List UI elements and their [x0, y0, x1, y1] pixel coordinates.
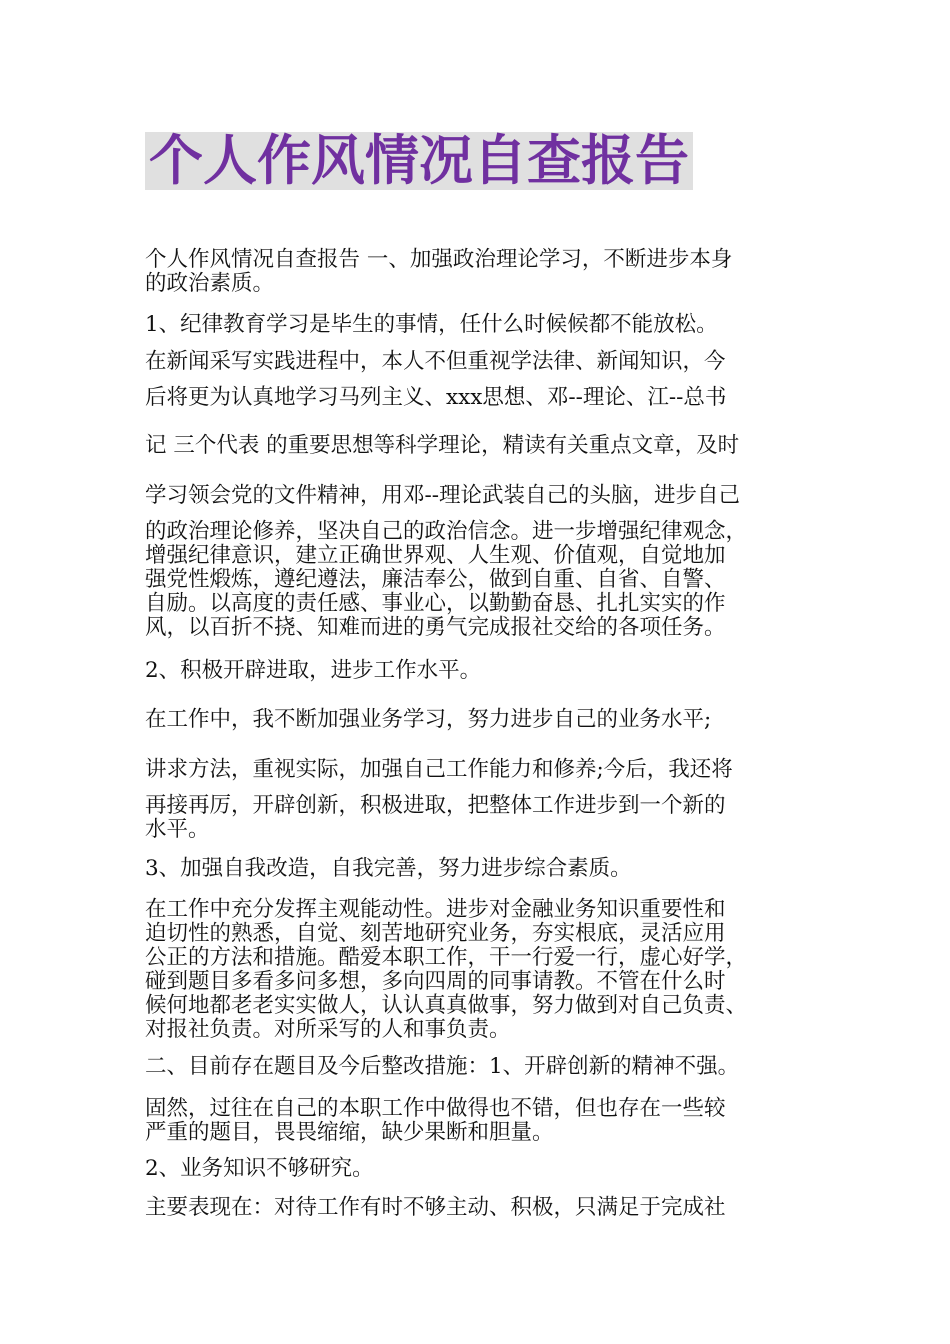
text-line: 严重的题目，畏畏缩缩，缺少果断和胆量。 [145, 1120, 554, 1145]
text-line: 增强纪律意识，建立正确世界观、人生观、价值观，自觉地加 [145, 543, 726, 568]
text-line: 主要表现在：对待工作有时不够主动、积极，只满足于完成社 [145, 1195, 726, 1220]
text-line: 个人作风情况自查报告 一、加强政治理论学习，不断进步本身 [145, 247, 733, 272]
text-line: 公正的方法和措施。酷爱本职工作，干一行爱一行，虚心好学， [145, 945, 748, 970]
paragraph-study [145, 350, 825, 410]
paragraph-discipline [145, 484, 825, 640]
text-line: 2、业务知识不够研究。 [145, 1156, 374, 1181]
text-line: 记 三个代表 的重要思想等科学理论，精读有关重点文章，及时 [145, 433, 740, 458]
paragraph-item-3-heading [145, 857, 825, 881]
text-line: 学习领会党的文件精神，用邓--理论武装自己的头脑，进步自己 [145, 483, 741, 508]
text-line: 水平。 [145, 817, 210, 842]
text-line: 的政治素质。 [145, 271, 275, 296]
paragraph-problem-1 [145, 1097, 825, 1145]
paragraph-method [145, 758, 825, 842]
paragraph-item-2-heading [145, 659, 825, 683]
paragraph-work [145, 708, 825, 732]
text-line: 在工作中，我不断加强业务学习，努力进步自己的业务水平; [145, 707, 712, 732]
text-line: 讲求方法，重视实际，加强自己工作能力和修养;今后，我还将 [145, 757, 733, 782]
text-line: 1、纪律教育学习是毕生的事情，任什么时候候都不能放松。 [145, 312, 718, 337]
text-line: 迫切性的熟悉，自觉、刻苦地研究业务，夯实根底，灵活应用 [145, 921, 726, 946]
text-line: 在工作中充分发挥主观能动性。进步对金融业务知识重要性和 [145, 897, 726, 922]
text-line: 后将更为认真地学习马列主义、xxx思想、邓--理论、江--总书 [145, 385, 727, 410]
paragraph-item-1-heading [145, 313, 825, 337]
text-line: 风，以百折不挠、知难而进的勇气完成报社交给的各项任务。 [145, 615, 726, 640]
document-title: 个人作风情况自查报告 [145, 132, 693, 190]
paragraph-problem-2-heading [145, 1157, 825, 1181]
text-line: 3、加强自我改造，自我完善，努力进步综合素质。 [145, 856, 632, 881]
text-line: 候何地都老老实实做人，认认真真做事，努力做到对自己负责、 [145, 993, 748, 1018]
text-line: 的政治理论修养，坚决自己的政治信念。进一步增强纪律观念， [145, 519, 748, 544]
text-line: 固然，过往在自己的本职工作中做得也不错，但也存在一些较 [145, 1096, 726, 1121]
text-line: 在新闻采写实践进程中，本人不但重视学法律、新闻知识，今 [145, 349, 726, 374]
paragraph-three-represents [145, 434, 825, 458]
text-line: 对报社负责。对所采写的人和事负责。 [145, 1017, 511, 1042]
text-line: 碰到题目多看多问多想，多向四周的同事请教。不管在什么时 [145, 969, 726, 994]
text-line: 2、积极开辟进取，进步工作水平。 [145, 658, 482, 683]
text-line: 自励。以高度的责任感、事业心，以勤勤奋恳、扎扎实实的作 [145, 591, 726, 616]
paragraph-initiative [145, 898, 825, 1042]
paragraph-intro [145, 248, 825, 296]
paragraph-problem-2-detail [145, 1196, 825, 1220]
text-line: 二、目前存在题目及今后整改措施：1、开辟创新的精神不强。 [145, 1054, 740, 1079]
paragraph-section-2-heading [145, 1055, 825, 1079]
text-line: 强党性煅炼，遵纪遵法，廉洁奉公，做到自重、自省、自警、 [145, 567, 726, 592]
text-line: 再接再厉，开辟创新，积极进取，把整体工作进步到一个新的 [145, 793, 726, 818]
